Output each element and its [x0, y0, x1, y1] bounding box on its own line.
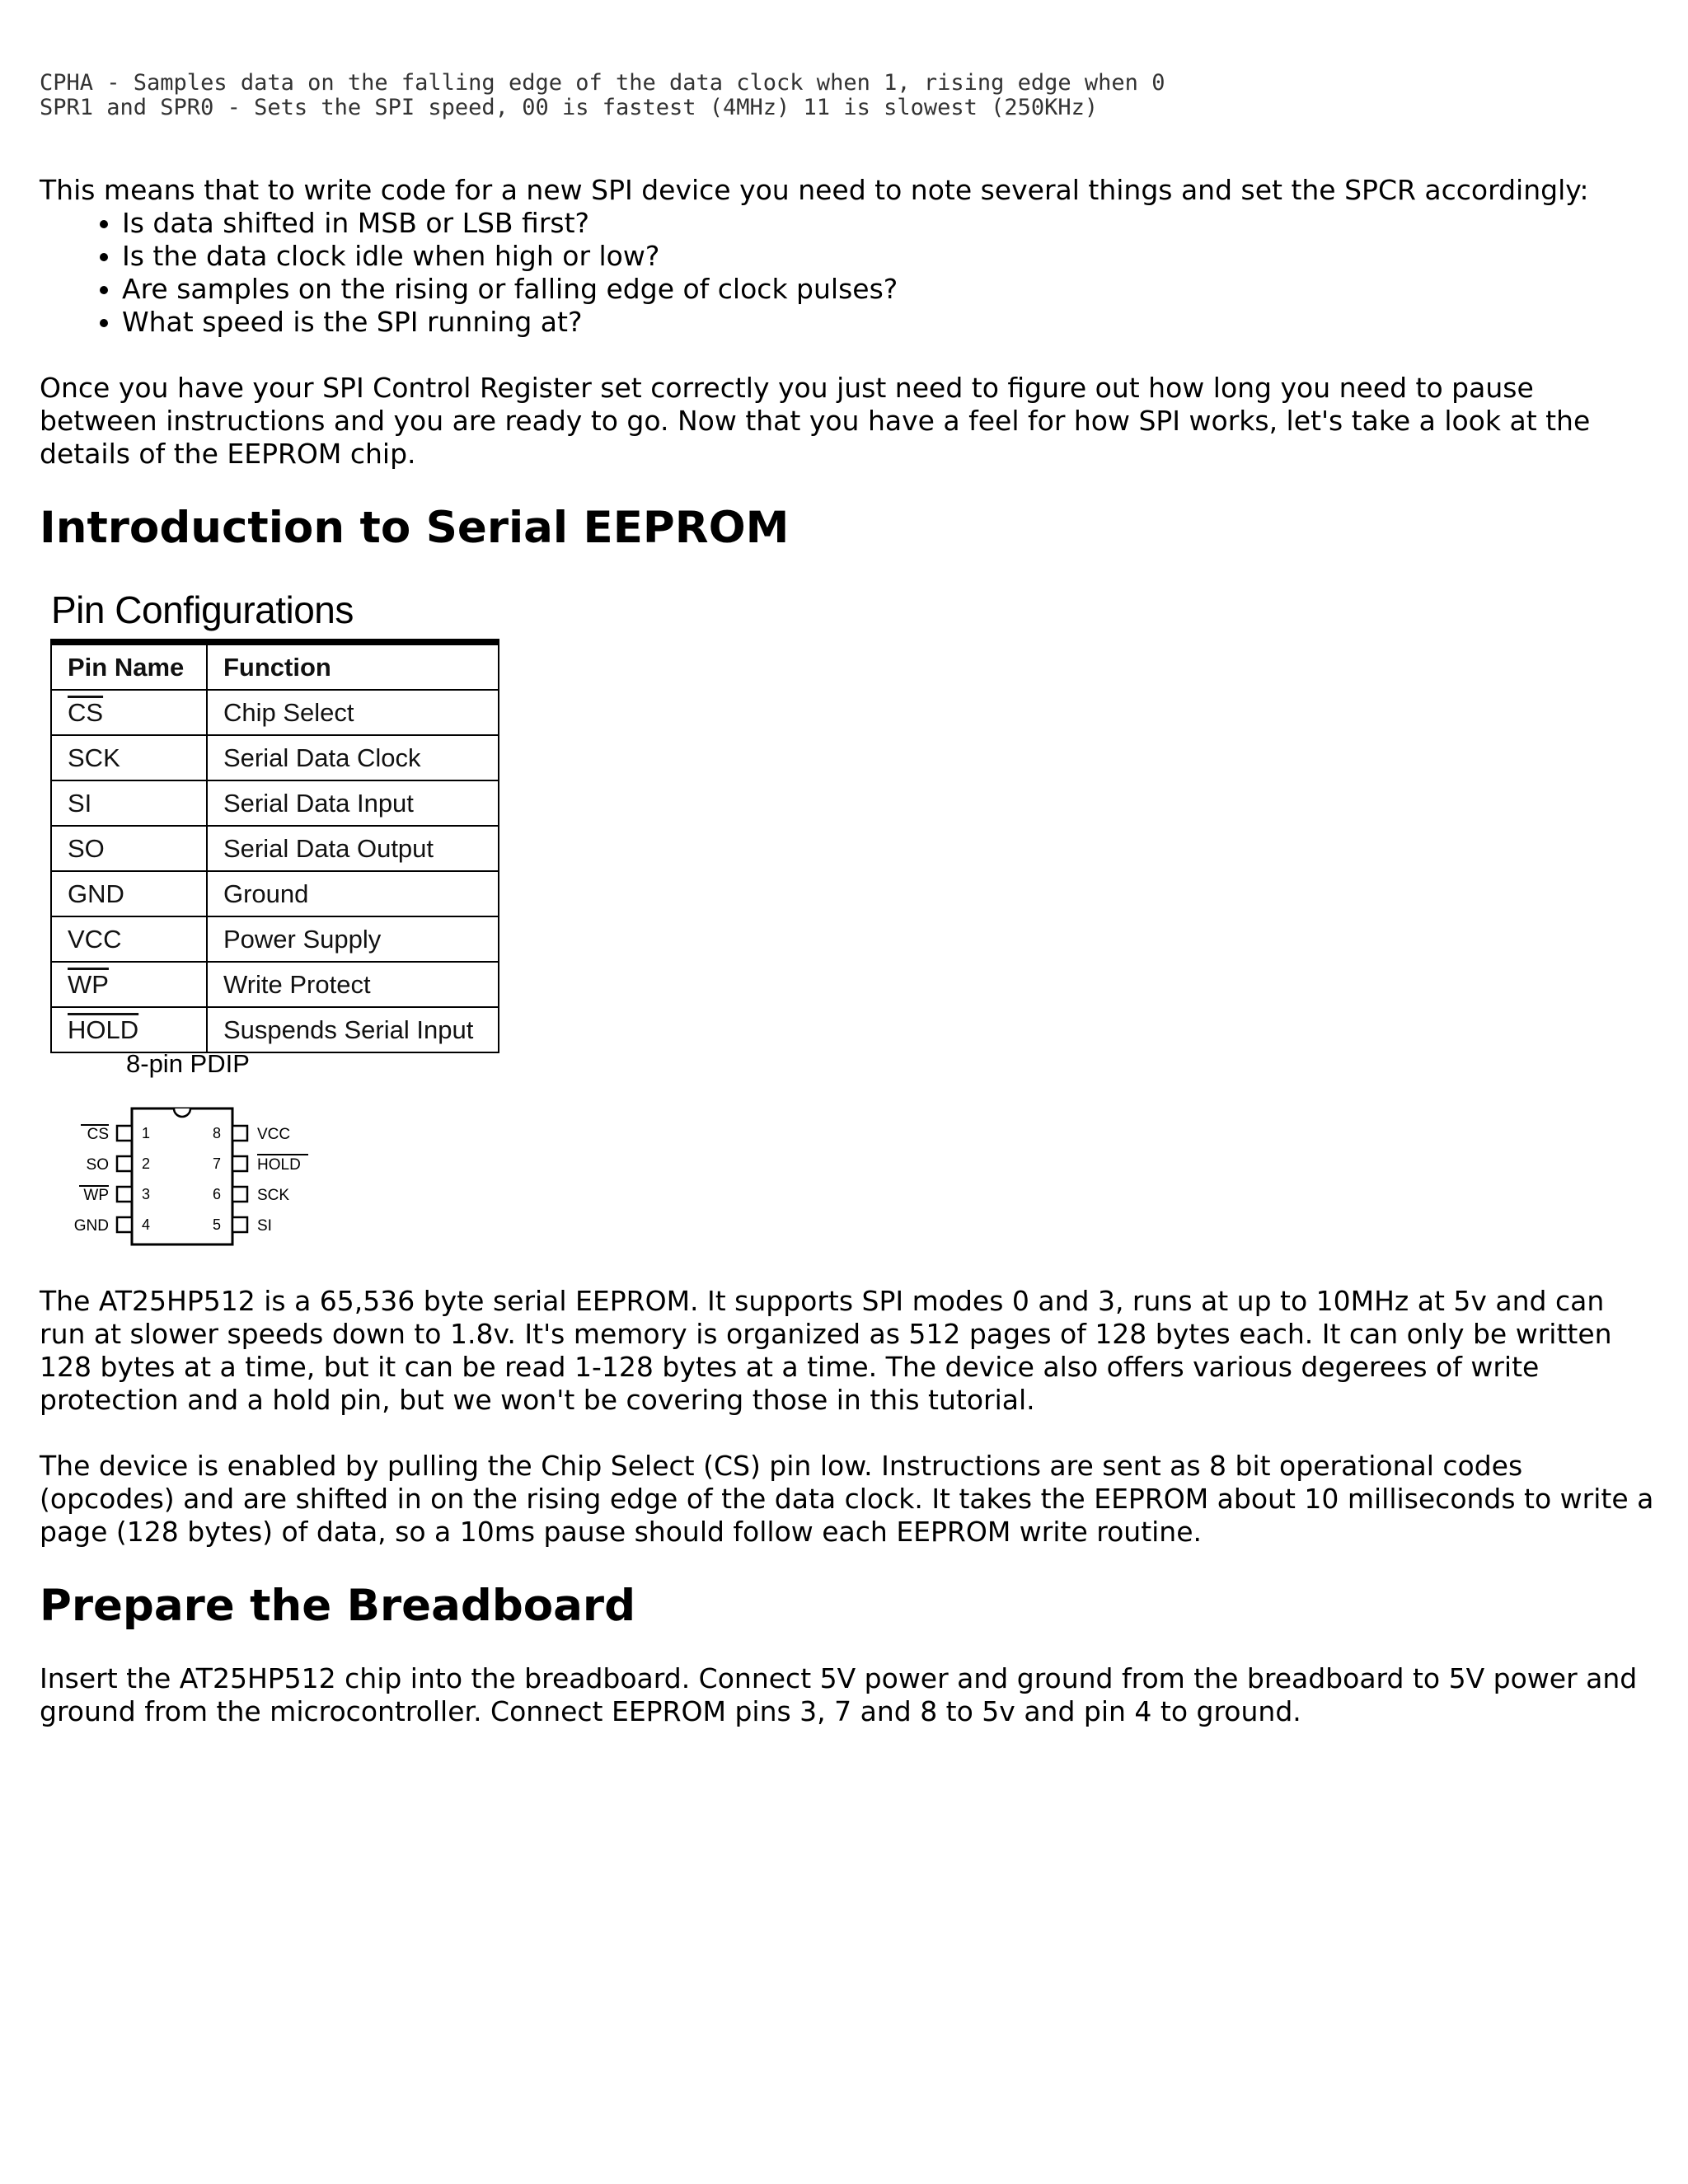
control-register-paragraph: Once you have your SPI Control Register set correctly you just need to figure out how long you need to pause between instructions and you are ready to go. Now that you have a feel for how SPI works, let's take a look at the details of the EEPROM chip.	[40, 372, 1591, 470]
pin-function: Ground	[207, 871, 499, 916]
list-item: • What speed is the SPI running at?	[122, 306, 1655, 339]
cpha-note: CPHA - Samples data on the falling edge of the data clock when 1, rising edge when 0	[40, 70, 1165, 96]
intro-paragraph: This means that to write code for a new SPI device you need to note several things and set the SPCR accordingly:	[40, 174, 1589, 206]
pin-pad	[232, 1126, 247, 1141]
pin-pad	[117, 1187, 132, 1202]
pin-function: Power Supply	[207, 916, 499, 962]
pin-name: GND	[68, 879, 124, 908]
table-row	[51, 826, 499, 871]
pin-number: 7	[213, 1155, 222, 1172]
pin-function: Serial Data Output	[207, 826, 499, 871]
pin-number: 8	[213, 1125, 222, 1141]
figure-title: Pin Configurations	[51, 588, 354, 631]
pin-label: HOLD	[257, 1156, 301, 1174]
package-title: 8-pin PDIP	[126, 1049, 250, 1078]
pin-name: SCK	[68, 743, 120, 772]
eeprom-overview-paragraph: The AT25HP512 is a 65,536 byte serial EEPROM. It supports SPI modes 0 and 3, runs at up to 10MHz at 5v and can run at slower speeds down to 1.8v. It's memory is organized as 512 pages of 128 bytes each. It can only be written 128 bytes at a time, but it can be read 1-128 bytes at a time. The device also offers various degerees of write protection and a hold pin, but we won't be covering those in this tutorial.	[40, 1285, 1612, 1416]
pin-pad	[232, 1156, 247, 1171]
column-header: Pin Name	[51, 644, 207, 690]
pin-number: 1	[142, 1125, 151, 1141]
section-heading-eeprom: Introduction to Serial EEPROM	[40, 503, 790, 553]
chip-notch	[174, 1108, 190, 1117]
pin-pad	[232, 1217, 247, 1232]
pin-table	[50, 644, 499, 1053]
pin-function: Serial Data Clock	[207, 735, 499, 780]
register-notes	[40, 71, 1655, 120]
pin-number: 3	[142, 1186, 151, 1202]
table-row	[51, 1007, 499, 1052]
pin-label: SI	[257, 1217, 272, 1235]
table-row	[51, 916, 499, 962]
pin-number: 6	[213, 1186, 222, 1202]
pin-number: 2	[142, 1155, 151, 1172]
pin-function: Serial Data Input	[207, 780, 499, 826]
pin-pad	[117, 1217, 132, 1232]
spi-checklist	[40, 207, 1655, 339]
spr-note: SPR1 and SPR0 - Sets the SPI speed, 00 is fastest (4MHz) 11 is slowest (250KHz)	[40, 95, 1099, 120]
pin-name: $\overline{WP}$	[68, 969, 109, 999]
pin-pad	[117, 1126, 132, 1141]
pin-label: GND	[73, 1217, 109, 1235]
table-row	[51, 780, 499, 826]
document-page	[40, 71, 1655, 1728]
pin-label: CS	[87, 1126, 109, 1143]
pin-name: HOLD	[68, 1015, 139, 1044]
pin-name: VCC	[68, 924, 122, 954]
pin-label: SO	[86, 1156, 109, 1174]
table-header-row	[51, 644, 499, 690]
pin-label: VCC	[257, 1126, 291, 1143]
table-row	[51, 871, 499, 916]
table-row	[51, 690, 499, 735]
eeprom-operation-paragraph: The device is enabled by pulling the Chip Select (CS) pin low. Instructions are sent as 8 bit operational codes (opcodes) and are shifted in on the rising edge of the data clock. It takes the EEPROM about 10 milliseconds to write a page (128 bytes) of data, so a 10ms pause should follow each EEPROM write routine.	[40, 1450, 1654, 1548]
pdip-chip-svg	[40, 1082, 369, 1272]
section-heading-breadboard: Prepare the Breadboard	[40, 1581, 636, 1631]
pin-function: Chip Select	[207, 690, 499, 735]
list-item: • Are samples on the rising or falling edge of clock pulses?	[122, 273, 1655, 306]
breadboard-paragraph: Insert the AT25HP512 chip into the breadboard. Connect 5V power and ground from the breadboard to 5V power and ground from the microcontroller. Connect EEPROM pins 3, 7 and 8 to 5v and pin 4 to ground.	[40, 1662, 1638, 1727]
pin-label: WP	[83, 1187, 109, 1204]
table-row	[51, 962, 499, 1007]
column-header: Function	[207, 644, 499, 690]
pin-pad	[232, 1187, 247, 1202]
pin-number: 4	[142, 1216, 151, 1233]
pdip-package-diagram	[40, 1049, 369, 1272]
pin-function: Write Protect	[207, 962, 499, 1007]
pin-configurations-figure	[40, 588, 551, 1277]
pin-label: SCK	[257, 1187, 290, 1204]
pin-pad	[117, 1156, 132, 1171]
list-item: • Is the data clock idle when high or low?	[122, 240, 1655, 273]
pin-number: 5	[213, 1216, 222, 1233]
pin-name: SO	[68, 833, 105, 863]
pin-name: SI	[68, 788, 92, 818]
pin-name: $\overline{CS}$	[68, 697, 104, 727]
pin-function: Suspends Serial Input	[207, 1007, 499, 1052]
table-row	[51, 735, 499, 780]
list-item: • Is data shifted in MSB or LSB first?	[122, 207, 1655, 240]
